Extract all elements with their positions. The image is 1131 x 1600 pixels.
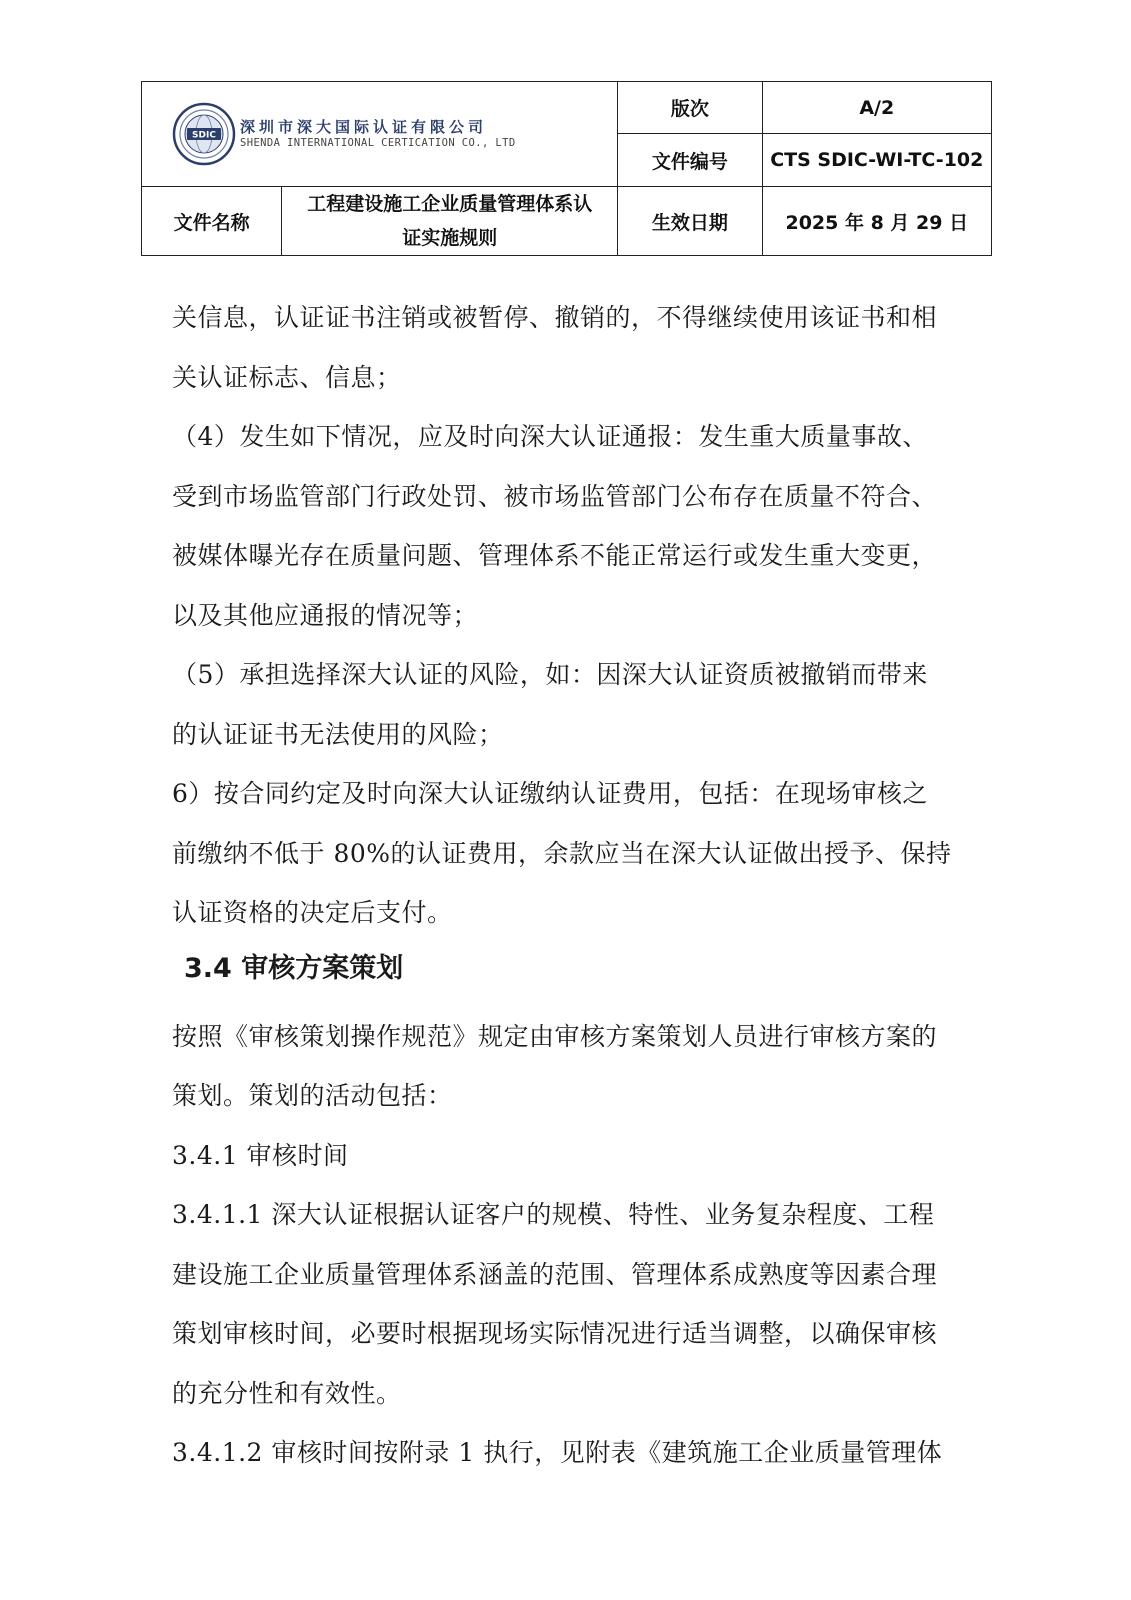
company-logo: [142, 102, 617, 166]
effective-date-label: 生效日期: [618, 187, 762, 256]
version-label: 版次: [618, 82, 762, 134]
body-line: （5）承担选择深大认证的风险，如：因深大认证资质被撤销而带来: [172, 660, 928, 689]
section-line: 策划审核时间，必要时根据现场实际情况进行适当调整，以确保审核: [172, 1319, 938, 1348]
body-line: 关信息，认证证书注销或被暂停、撤销的，不得继续使用该证书和相: [172, 303, 938, 332]
doc-name-line-2: 证实施规则: [402, 227, 498, 249]
section-line: 的充分性和有效性。: [172, 1378, 402, 1408]
body-line: 受到市场监管部门行政处罚、被市场监管部门公布存在质量不符合、: [172, 481, 938, 511]
body-line: 关认证标志、信息；: [172, 362, 402, 392]
section-line: 3.4.1.1 深大认证根据认证客户的规模、特性、业务复杂程度、工程: [172, 1200, 935, 1229]
section-heading: 3.4 审核方案策划: [184, 952, 404, 984]
effective-date-value: 2025 年 8 月 29 日: [762, 187, 991, 256]
body-line: （4）发生如下情况，应及时向深大认证通报：发生重大质量事故、: [172, 422, 928, 451]
section-line: 建设施工企业质量管理体系涵盖的范围、管理体系成熟度等因素合理: [172, 1259, 938, 1289]
doc-name-line-1: 工程建设施工企业质量管理体系认: [307, 193, 593, 215]
document-body: [172, 288, 972, 1483]
company-name-cn: 深圳市深大国际认证有限公司: [240, 118, 488, 137]
body-line: 以及其他应通报的情况等；: [172, 600, 479, 630]
svg-text:SDIC: SDIC: [192, 130, 216, 141]
body-line: 被媒体曝光存在质量问题、管理体系不能正常运行或发生重大变更，: [172, 541, 938, 570]
body-line: 前缴纳不低于 80%的认证费用，余款应当在深大认证做出授予、保持: [172, 838, 952, 868]
company-logo-cell: [142, 82, 618, 187]
section-line: 3.4.1.2 审核时间按附录 1 执行，见附表《建筑施工企业质量管理体: [172, 1438, 943, 1467]
version-value: A/2: [762, 82, 991, 134]
doc-number-value: CTS SDIC-WI-TC-102: [762, 134, 991, 187]
company-seal-icon: [172, 102, 236, 166]
body-line: 6）按合同约定及时向深大认证缴纳认证费用，包括：在现场审核之: [172, 779, 928, 808]
section-line: 按照《审核策划操作规范》规定由审核方案策划人员进行审核方案的: [172, 1021, 938, 1051]
company-name-en: SHENDA INTERNATIONAL CERTICATION CO., LTD: [240, 136, 516, 149]
subsection-heading: 3.4.1 审核时间: [172, 1140, 349, 1170]
doc-name-label: 文件名称: [142, 187, 282, 256]
doc-name-value: [282, 187, 618, 256]
body-line: 的认证证书无法使用的风险；: [172, 719, 504, 749]
section-line: 策划。策划的活动包括：: [172, 1081, 453, 1110]
body-line: 认证资格的决定后支付。: [172, 898, 453, 927]
doc-number-label: 文件编号: [618, 134, 762, 187]
document-header-table: [141, 81, 992, 256]
